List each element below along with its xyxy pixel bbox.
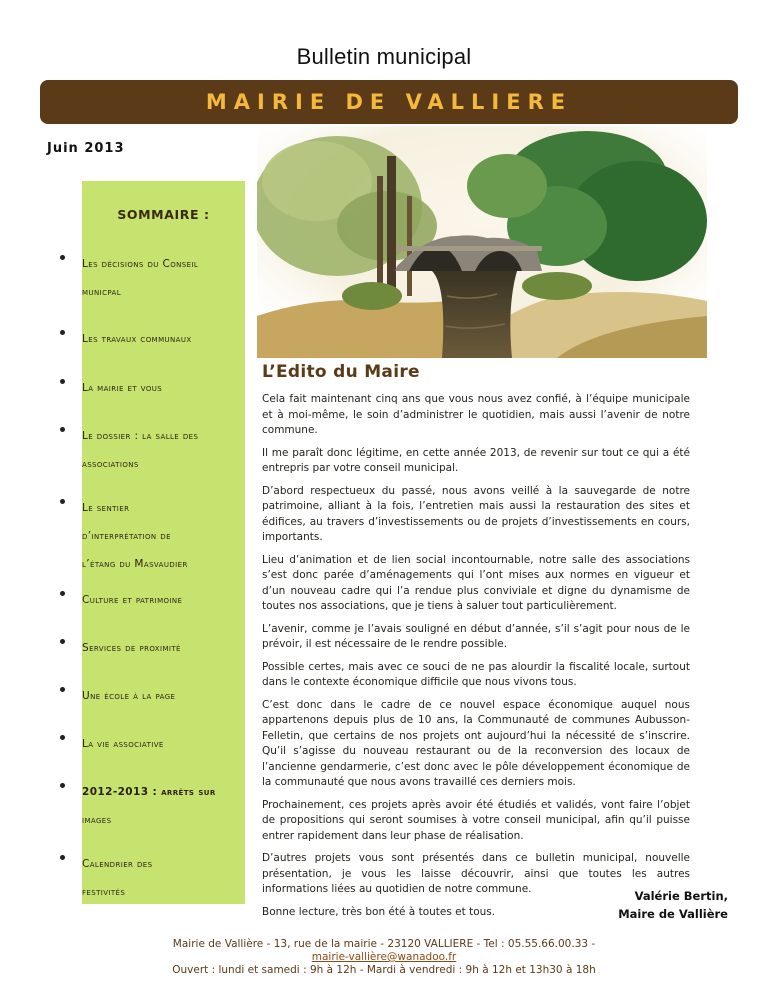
footer-email-link[interactable]: mairie-vallière@wanadoo.fr bbox=[311, 951, 457, 963]
toc-item-decisions[interactable] bbox=[60, 250, 240, 306]
toc-label: Une école à la page bbox=[82, 690, 176, 702]
issue-date: Juin 2013 bbox=[47, 141, 125, 156]
toc-label: l’étang du Masvaudier bbox=[82, 558, 188, 570]
bullet-icon bbox=[60, 639, 65, 644]
article-paragraph: Il me paraît donc légitime, en cette année 2013, de revenir sur tout ce qui a été entrepris par votre conseil municipal. bbox=[262, 446, 690, 474]
toc-label: festivités bbox=[82, 886, 126, 898]
toc-item-vie-associative[interactable] bbox=[60, 730, 240, 758]
article-paragraph: Cela fait maintenant cinq ans que vous nous avez confié, à l’équipe municipale et à moi-même, le soin d’administrer le quotidien, mais aussi l’avenir de notre commune. bbox=[262, 393, 690, 436]
toc-label: La vie associative bbox=[82, 738, 164, 750]
title-banner bbox=[40, 80, 738, 124]
sommaire-heading: SOMMAIRE : bbox=[117, 207, 210, 222]
toc-label: images bbox=[82, 814, 112, 826]
footer-hours: Ouvert : lundi et samedi : 9h à 12h - Mardi à vendredi : 9h à 12h et 13h30 à 18h bbox=[172, 964, 596, 976]
toc-item-arrets-sur-images[interactable] bbox=[60, 778, 240, 834]
toc-item-services[interactable] bbox=[60, 634, 240, 662]
toc-label: 2012-2013 : arrêts sur bbox=[82, 786, 216, 798]
page-title: MAIRIE DE VALLIERE bbox=[205, 90, 573, 114]
bullet-icon bbox=[60, 783, 65, 788]
toc-label: Le dossier : la salle des bbox=[82, 430, 199, 442]
bullet-icon bbox=[60, 330, 65, 335]
bullet-icon bbox=[60, 687, 65, 692]
toc-item-dossier[interactable] bbox=[60, 422, 240, 478]
toc-item-mairie[interactable] bbox=[60, 374, 240, 402]
article-paragraph: Lieu d’animation et de lien social incontournable, notre salle des associations s’est donc parée d’aménagements qui l’ont mises aux normes en vigueur et d’un nouveau cadre qui l’a rendue plus conviviale et digne du dynamisme de toutes nos associations, que je tiens à saluer tout particulièrement. bbox=[262, 553, 690, 612]
toc-label: Culture et patrimoine bbox=[82, 594, 183, 606]
article-paragraph: Prochainement, ces projets après avoir été étudiés et validés, vont faire l’objet de propositions qui seront soumises à votre conseil municipal, afin qu’il puisse entrer rapidement dans leur phase de réalisation. bbox=[262, 798, 690, 842]
bullet-icon bbox=[60, 735, 65, 740]
bulletin-kicker: Bulletin municipal bbox=[296, 44, 472, 69]
bullet-icon bbox=[60, 427, 65, 432]
article-paragraph: D’autres projets vous sont présentés dans ce bulletin municipal, nouvelle présentation, je vous les laisse découvrir, ainsi que toutes les autres informations liées au quotidien de notre commune. bbox=[262, 852, 690, 895]
sommaire-sidebar bbox=[82, 181, 245, 904]
footer-address: Mairie de Vallière - 13, rue de la mairie - 23120 VALLIERE - Tel : 05.55.66.00.33 - bbox=[172, 938, 596, 950]
bullet-icon bbox=[60, 591, 65, 596]
bullet-icon bbox=[60, 255, 65, 260]
toc-label: Calendrier des bbox=[82, 858, 153, 870]
toc-label: d’interprétation de bbox=[82, 530, 171, 542]
toc-label: municpal bbox=[82, 286, 122, 298]
toc-item-ecole[interactable] bbox=[60, 682, 240, 710]
toc-item-sentier[interactable] bbox=[60, 494, 240, 578]
bridge-illustration bbox=[257, 126, 707, 358]
edito-title: L’Edito du Maire bbox=[262, 362, 420, 382]
toc-item-calendrier[interactable] bbox=[60, 850, 240, 906]
toc-item-travaux[interactable] bbox=[60, 325, 240, 353]
toc-label: Les décisions du Conseil bbox=[82, 258, 199, 270]
bullet-icon bbox=[60, 499, 65, 504]
toc-label: La mairie et vous bbox=[82, 382, 163, 394]
signature-role: Maire de Vallière bbox=[618, 907, 728, 921]
toc-label: Le sentier bbox=[82, 502, 130, 514]
toc-label: associations bbox=[82, 458, 139, 470]
signature-name: Valérie Bertin, bbox=[634, 889, 728, 903]
article-paragraph: C’est donc dans le cadre de ce nouvel espace économique auquel nous appartenons depuis plus de 10 ans, la Communauté de communes Aubusson-Felletin, que certains de nos projets ont aujourd’hui la nécessité de s’inscrire. Qu’il s’agisse du nouveau restaurant ou de la reconversion des locaux de l’ancienne gendarmerie, c’est donc avec le pôle développement économique de la communauté que nous avons travaillé ces derniers mois. bbox=[262, 698, 690, 788]
bullet-icon bbox=[60, 855, 65, 860]
toc-item-culture[interactable] bbox=[60, 586, 240, 614]
article-paragraph: L’avenir, comme je l’avais souligné en début d’année, s’il s’agit pour nous de le prévoir, il est nécessaire de le rendre possible. bbox=[262, 622, 690, 650]
toc-label: Les travaux communaux bbox=[82, 333, 192, 345]
article-paragraph: Bonne lecture, très bon été à toutes et tous. bbox=[262, 905, 496, 918]
article-paragraph: Possible certes, mais avec ce souci de ne pas alourdir la fiscalité locale, surtout dans le contexte économique difficile que nous vivons tous. bbox=[262, 660, 690, 688]
bullet-icon bbox=[60, 379, 65, 384]
edito-article bbox=[262, 392, 690, 927]
signature bbox=[618, 887, 728, 923]
article-paragraph: D’abord respectueux du passé, nous avons veillé à la sauvegarde de notre patrimoine, alliant à la fois, l’entretien mais aussi la restauration des sites et édifices, au travers d’investissements ou de projets d’investissements en cours, importants. bbox=[262, 484, 690, 543]
toc-label: Services de proximité bbox=[82, 642, 181, 654]
footer bbox=[0, 938, 768, 977]
